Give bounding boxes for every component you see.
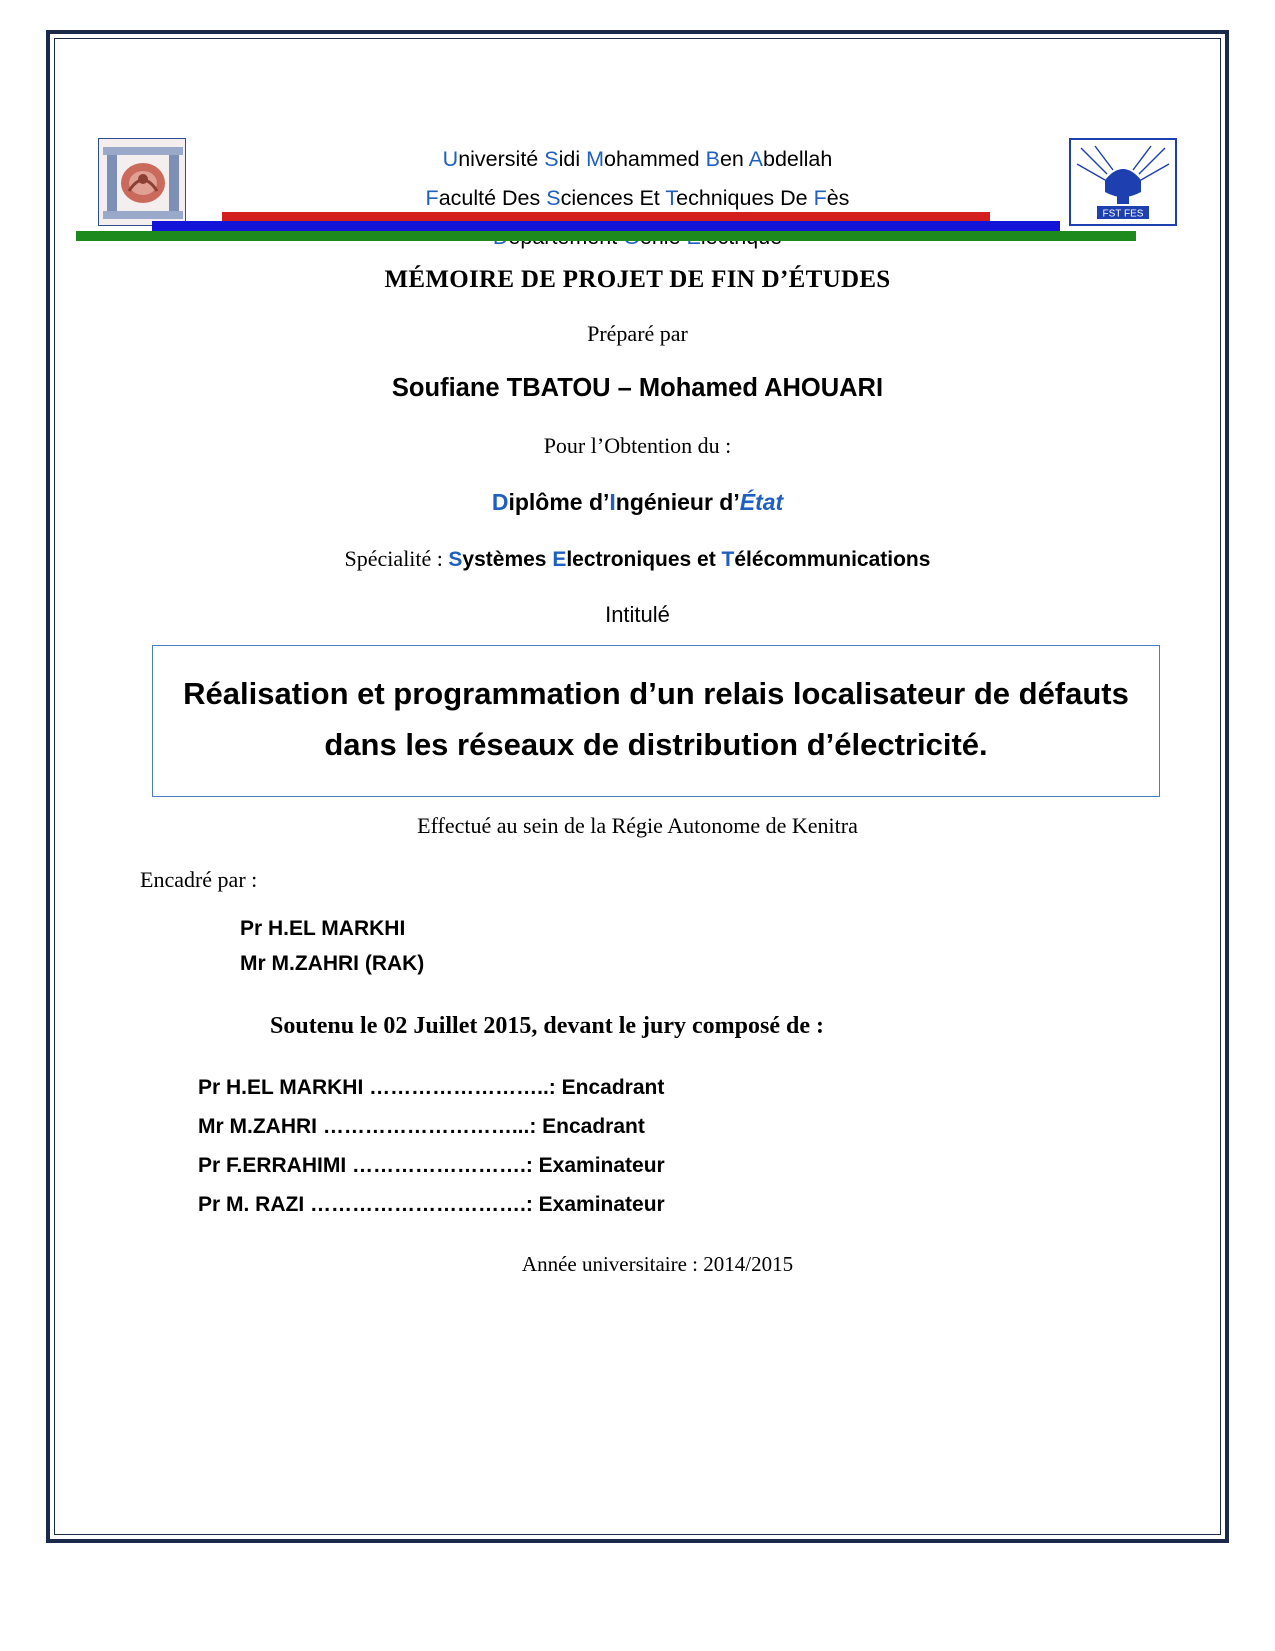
tricolor-separator bbox=[70, 212, 1205, 242]
supervisors-list bbox=[240, 911, 1205, 981]
project-title-box bbox=[152, 645, 1160, 797]
supervised-by-label: Encadré par : bbox=[140, 867, 258, 892]
speciality-initial-e: E bbox=[552, 548, 567, 571]
jury-item: Mr M.ZAHRI ………………………...: Encadrant bbox=[198, 1115, 645, 1138]
speciality-label: Spécialité : bbox=[344, 546, 449, 571]
speciality-initial-t: T bbox=[721, 548, 735, 571]
speciality-initial-s: S bbox=[448, 548, 463, 571]
page-content bbox=[70, 60, 1205, 1515]
diploma-etat: État bbox=[739, 489, 784, 515]
diploma-initial-i: I bbox=[609, 489, 616, 515]
speciality-line bbox=[70, 546, 1205, 572]
diploma-text-2: ngénieur d’ bbox=[615, 489, 740, 515]
jury-item: Pr M. RAZI ………………………….: Examinateur bbox=[198, 1193, 665, 1216]
jury-item: Pr F.ERRAHIMI …………………….: Examinateur bbox=[198, 1154, 665, 1177]
prepared-by-label: Préparé par bbox=[587, 321, 688, 346]
svg-text:FST FES: FST FES bbox=[1102, 208, 1144, 220]
academic-year: Année universitaire : 2014/2015 bbox=[521, 1252, 794, 1276]
speciality-word-2: lectroniques et bbox=[566, 548, 722, 571]
document-header bbox=[70, 60, 1205, 220]
speciality-word-3: élécommunications bbox=[734, 548, 931, 571]
separator-bar-green bbox=[76, 231, 1136, 241]
supervisor-item: Mr M.ZAHRI (RAK) bbox=[240, 952, 425, 975]
supervisor-item: Pr H.EL MARKHI bbox=[240, 917, 406, 940]
university-line-1: Université Sidi Mohammed Ben Abdellah bbox=[442, 147, 833, 171]
performed-at: Effectué au sein de la Régie Autonome de Kenitra bbox=[417, 813, 858, 838]
intitule-label: Intitulé bbox=[605, 602, 670, 627]
speciality-word-1: ystèmes bbox=[462, 548, 553, 571]
separator-bar-blue bbox=[152, 221, 1060, 231]
diploma-initial-d: D bbox=[491, 489, 509, 515]
memoire-title: MÉMOIRE DE PROJET DE FIN D’ÉTUDES bbox=[384, 266, 891, 293]
for-obtention-label: Pour l’Obtention du : bbox=[543, 433, 732, 458]
diploma-line bbox=[70, 489, 1205, 516]
university-line-2: Faculté Des Sciences Et Techniques De Fès bbox=[425, 186, 850, 210]
project-title: Réalisation et programmation d’un relais localisateur de défauts dans les réseaux de distribution d’électricité. bbox=[183, 676, 1129, 762]
jury-item: Pr H.EL MARKHI ……………………..: Encadrant bbox=[198, 1076, 665, 1099]
diploma-text-1: iplôme d’ bbox=[508, 489, 610, 515]
authors: Soufiane TBATOU – Mohamed AHOUARI bbox=[391, 374, 884, 402]
jury-list bbox=[198, 1068, 1205, 1224]
defense-line: Soutenu le 02 Juillet 2015, devant le jury composé de : bbox=[270, 1013, 824, 1039]
